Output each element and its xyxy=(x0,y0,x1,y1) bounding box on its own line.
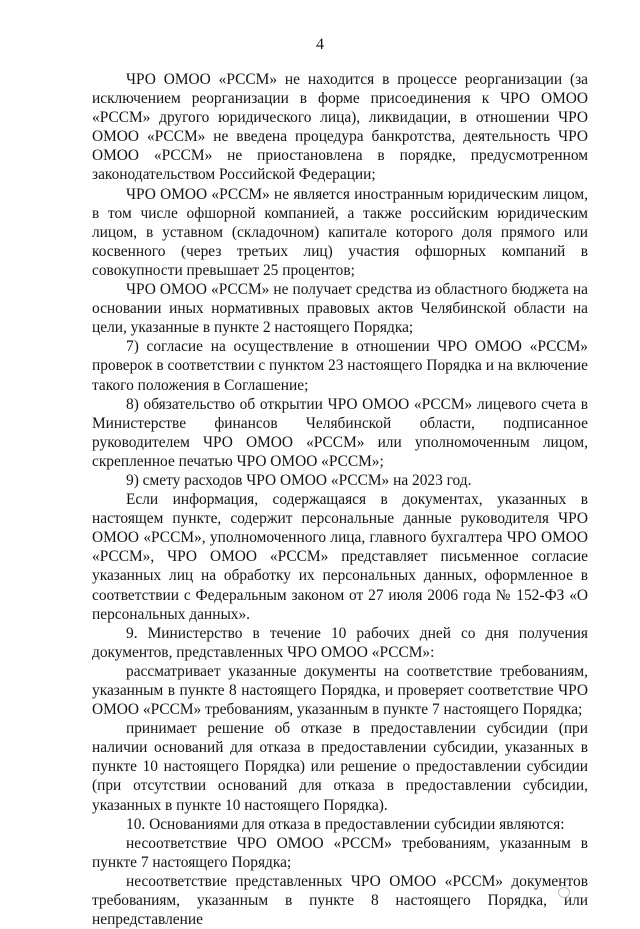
paragraph-item-9: 9) смету расходов ЧРО ОМОО «РССМ» на 2023 год. xyxy=(126,471,472,489)
document-body xyxy=(92,70,588,929)
paragraph-personal-data: Если информация, содержащаяся в документах, указанных в настоящем пункте, содержит персональные данные руководителя ЧРО ОМОО «РССМ», уполномоченного лица, главного бухгалтера ЧРО ОМОО «РССМ», ЧРО ОМОО «РССМ» представляет письменное согласие указанных лиц на обработку их персональных данных, оформленное в соответствии с Федеральным законом от 27 июля 2006 года № 152-ФЗ «О персональных данных». xyxy=(92,491,588,623)
paragraph-refusal-requirements: несоответствие ЧРО ОМОО «РССМ» требованиям, указанным в пункте 7 настоящего Порядка; xyxy=(92,834,588,871)
paragraph-item-8: 8) обязательство об открытии ЧРО ОМОО «РССМ» лицевого счета в Министерстве финансов Челябинской области, подписанное руководителем ЧРО ОМОО «РССМ» или уполномоченным лицом, скрепленное печатью ЧРО ОМОО «РССМ»; xyxy=(92,395,588,470)
paragraph-review-documents: рассматривает указанные документы на соответствие требованиям, указанным в пункте 8 настоящего Порядка, и проверяет соответствие ЧРО ОМОО «РССМ» требованиям, указанным в пункте 7 настоящего Порядка; xyxy=(92,662,588,719)
paragraph-section-9: 9. Министерство в течение 10 рабочих дней со дня получения документов, представленных ЧРО ОМОО «РССМ»: xyxy=(92,624,588,661)
paragraph-reorganization: ЧРО ОМОО «РССМ» не находится в процессе реорганизации (за исключением реорганизации в форме присоединения к ЧРО ОМОО «РССМ» другого юридического лица), ликвидации, в отношении ЧРО ОМОО «РССМ» не введена процедура банкротства, деятельность ЧРО ОМОО «РССМ» не приостановлена в порядке, предусмотренном законодательством Российской Федерации; xyxy=(92,71,588,184)
paragraph-regional-budget: ЧРО ОМОО «РССМ» не получает средства из областного бюджета на основании иных нормативных правовых актов Челябинской области на цели, указанные в пункте 2 настоящего Порядка; xyxy=(92,281,588,337)
paragraph-refusal-documents: несоответствие представленных ЧРО ОМОО «РССМ» документов требованиям, указанным в пункте 8 настоящего Порядка, или непредставление xyxy=(92,872,588,929)
scan-mark xyxy=(558,887,570,898)
paragraph-decision: принимает решение об отказе в предоставлении субсидии (при наличии оснований для отказа в предоставлении субсидии, указанных в пункте 10 настоящего Порядка) или решение о предоставлении субсидии (при отсутствии оснований для отказа в предоставлении субсидии, указанных в пункте 10 настоящего Порядка). xyxy=(92,720,588,814)
page-number: 4 xyxy=(316,36,324,53)
paragraph-item-7: 7) согласие на осуществление в отношении ЧРО ОМОО «РССМ» проверок в соответствии с пунктом 23 настоящего Порядка и на включение такого положения в Соглашение; xyxy=(92,338,588,394)
paragraph-section-10: 10. Основаниями для отказа в предоставлении субсидии являются: xyxy=(126,815,565,833)
paragraph-foreign-entity: ЧРО ОМОО «РССМ» не является иностранным юридическим лицом, в том числе офшорной компанией, а также российским юридическим лицом, в уставном (складочном) капитале которого доля прямого или косвенного (через третьих лиц) участия офшорных компаний в совокупности превышает 25 процентов; xyxy=(92,185,588,279)
